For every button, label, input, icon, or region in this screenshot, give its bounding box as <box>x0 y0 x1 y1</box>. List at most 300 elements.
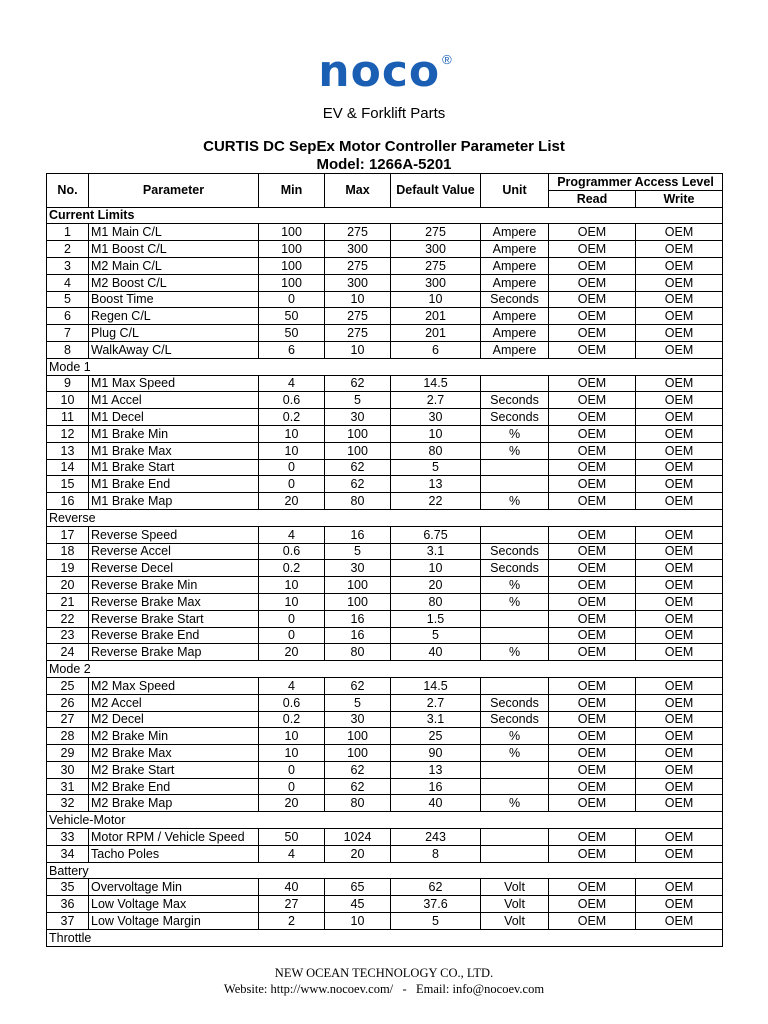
cell-unit <box>481 459 549 476</box>
cell-min: 0 <box>259 761 325 778</box>
cell-unit <box>481 829 549 846</box>
cell-max: 300 <box>325 274 391 291</box>
cell-parameter: M2 Accel <box>89 694 259 711</box>
cell-min: 40 <box>259 879 325 896</box>
cell-unit: % <box>481 442 549 459</box>
cell-max: 1024 <box>325 829 391 846</box>
cell-read: OEM <box>549 644 636 661</box>
cell-no: 30 <box>47 761 89 778</box>
cell-read: OEM <box>549 375 636 392</box>
cell-min: 2 <box>259 913 325 930</box>
table-row <box>47 745 723 762</box>
table-row <box>47 560 723 577</box>
cell-no: 14 <box>47 459 89 476</box>
cell-parameter: Low Voltage Margin <box>89 913 259 930</box>
cell-unit <box>481 761 549 778</box>
cell-parameter: Tacho Poles <box>89 845 259 862</box>
cell-write: OEM <box>636 325 723 342</box>
cell-unit: Seconds <box>481 291 549 308</box>
cell-no: 11 <box>47 409 89 426</box>
cell-unit: Seconds <box>481 560 549 577</box>
section-row <box>47 929 723 946</box>
cell-write: OEM <box>636 476 723 493</box>
cell-default: 13 <box>391 761 481 778</box>
cell-no: 27 <box>47 711 89 728</box>
cell-min: 0.2 <box>259 711 325 728</box>
cell-parameter: M1 Brake Min <box>89 425 259 442</box>
cell-no: 29 <box>47 745 89 762</box>
table-row <box>47 694 723 711</box>
cell-default: 3.1 <box>391 543 481 560</box>
cell-parameter: M1 Max Speed <box>89 375 259 392</box>
cell-parameter: WalkAway C/L <box>89 341 259 358</box>
cell-write: OEM <box>636 241 723 258</box>
table-row <box>47 627 723 644</box>
cell-unit: Seconds <box>481 409 549 426</box>
table-row <box>47 425 723 442</box>
cell-read: OEM <box>549 677 636 694</box>
cell-read: OEM <box>549 593 636 610</box>
cell-parameter: Plug C/L <box>89 325 259 342</box>
cell-max: 62 <box>325 761 391 778</box>
cell-min: 10 <box>259 442 325 459</box>
cell-parameter: M2 Boost C/L <box>89 274 259 291</box>
cell-default: 16 <box>391 778 481 795</box>
cell-default: 37.6 <box>391 896 481 913</box>
cell-min: 10 <box>259 728 325 745</box>
table-row <box>47 896 723 913</box>
cell-default: 275 <box>391 224 481 241</box>
cell-default: 14.5 <box>391 677 481 694</box>
cell-default: 20 <box>391 577 481 594</box>
cell-unit: % <box>481 745 549 762</box>
cell-default: 25 <box>391 728 481 745</box>
cell-write: OEM <box>636 341 723 358</box>
cell-parameter: Reverse Brake Map <box>89 644 259 661</box>
cell-min: 10 <box>259 577 325 594</box>
cell-max: 30 <box>325 560 391 577</box>
cell-unit: % <box>481 795 549 812</box>
cell-no: 8 <box>47 341 89 358</box>
cell-write: OEM <box>636 308 723 325</box>
cell-no: 34 <box>47 845 89 862</box>
cell-max: 80 <box>325 795 391 812</box>
cell-write: OEM <box>636 543 723 560</box>
cell-parameter: Reverse Accel <box>89 543 259 560</box>
cell-parameter: M1 Brake Max <box>89 442 259 459</box>
table-row <box>47 879 723 896</box>
table-row <box>47 375 723 392</box>
cell-default: 300 <box>391 241 481 258</box>
cell-unit: Volt <box>481 896 549 913</box>
header-parameter: Parameter <box>89 174 259 208</box>
cell-default: 3.1 <box>391 711 481 728</box>
cell-no: 16 <box>47 493 89 510</box>
cell-min: 50 <box>259 325 325 342</box>
table-row <box>47 829 723 846</box>
cell-read: OEM <box>549 745 636 762</box>
cell-min: 0 <box>259 610 325 627</box>
section-title: Vehicle-Motor <box>47 812 723 829</box>
table-row <box>47 308 723 325</box>
cell-min: 4 <box>259 526 325 543</box>
cell-min: 0 <box>259 778 325 795</box>
table-row <box>47 593 723 610</box>
table-row <box>47 325 723 342</box>
table-row <box>47 392 723 409</box>
cell-unit: Seconds <box>481 543 549 560</box>
cell-max: 45 <box>325 896 391 913</box>
cell-parameter: M1 Brake End <box>89 476 259 493</box>
cell-default: 40 <box>391 795 481 812</box>
cell-parameter: Reverse Brake Start <box>89 610 259 627</box>
cell-unit: Seconds <box>481 694 549 711</box>
cell-default: 201 <box>391 325 481 342</box>
cell-unit <box>481 627 549 644</box>
cell-max: 100 <box>325 745 391 762</box>
cell-read: OEM <box>549 610 636 627</box>
cell-unit <box>481 677 549 694</box>
table-header <box>47 174 723 208</box>
cell-parameter: M1 Boost C/L <box>89 241 259 258</box>
cell-read: OEM <box>549 560 636 577</box>
cell-parameter: M2 Decel <box>89 711 259 728</box>
cell-write: OEM <box>636 711 723 728</box>
header-min: Min <box>259 174 325 208</box>
cell-read: OEM <box>549 425 636 442</box>
cell-max: 5 <box>325 543 391 560</box>
cell-min: 50 <box>259 829 325 846</box>
cell-write: OEM <box>636 778 723 795</box>
cell-no: 4 <box>47 274 89 291</box>
cell-min: 4 <box>259 677 325 694</box>
cell-write: OEM <box>636 745 723 762</box>
cell-no: 36 <box>47 896 89 913</box>
header-default-value: Default Value <box>391 174 481 208</box>
cell-max: 80 <box>325 644 391 661</box>
cell-write: OEM <box>636 627 723 644</box>
cell-read: OEM <box>549 325 636 342</box>
cell-default: 201 <box>391 308 481 325</box>
cell-read: OEM <box>549 241 636 258</box>
cell-write: OEM <box>636 493 723 510</box>
cell-default: 62 <box>391 879 481 896</box>
cell-max: 275 <box>325 257 391 274</box>
cell-default: 80 <box>391 593 481 610</box>
cell-default: 5 <box>391 913 481 930</box>
cell-max: 62 <box>325 459 391 476</box>
table-row <box>47 711 723 728</box>
table-row <box>47 409 723 426</box>
table-row <box>47 241 723 258</box>
header-read: Read <box>549 190 636 207</box>
cell-read: OEM <box>549 493 636 510</box>
cell-read: OEM <box>549 627 636 644</box>
cell-read: OEM <box>549 829 636 846</box>
cell-min: 50 <box>259 308 325 325</box>
cell-read: OEM <box>549 257 636 274</box>
cell-parameter: Reverse Brake End <box>89 627 259 644</box>
cell-default: 10 <box>391 291 481 308</box>
cell-unit: Ampere <box>481 308 549 325</box>
cell-write: OEM <box>636 728 723 745</box>
cell-max: 10 <box>325 913 391 930</box>
cell-max: 16 <box>325 526 391 543</box>
cell-unit: % <box>481 593 549 610</box>
cell-unit <box>481 526 549 543</box>
cell-max: 62 <box>325 677 391 694</box>
title-line-2: Model: 1266A-5201 <box>316 156 452 173</box>
cell-parameter: Overvoltage Min <box>89 879 259 896</box>
cell-max: 5 <box>325 694 391 711</box>
cell-unit: % <box>481 644 549 661</box>
cell-unit: % <box>481 577 549 594</box>
cell-unit: % <box>481 493 549 510</box>
cell-parameter: Reverse Speed <box>89 526 259 543</box>
table-row <box>47 543 723 560</box>
cell-unit <box>481 610 549 627</box>
cell-min: 4 <box>259 375 325 392</box>
cell-write: OEM <box>636 845 723 862</box>
title-line-1: CURTIS DC SepEx Motor Controller Parameter List <box>203 138 565 155</box>
cell-unit: Volt <box>481 879 549 896</box>
cell-no: 21 <box>47 593 89 610</box>
cell-default: 2.7 <box>391 694 481 711</box>
cell-unit: Ampere <box>481 325 549 342</box>
cell-read: OEM <box>549 913 636 930</box>
cell-no: 33 <box>47 829 89 846</box>
cell-write: OEM <box>636 677 723 694</box>
cell-write: OEM <box>636 409 723 426</box>
cell-write: OEM <box>636 896 723 913</box>
cell-default: 30 <box>391 409 481 426</box>
cell-default: 40 <box>391 644 481 661</box>
cell-write: OEM <box>636 291 723 308</box>
cell-write: OEM <box>636 560 723 577</box>
table-row <box>47 341 723 358</box>
page-footer <box>0 965 768 997</box>
cell-max: 30 <box>325 711 391 728</box>
cell-max: 16 <box>325 627 391 644</box>
cell-no: 2 <box>47 241 89 258</box>
cell-default: 5 <box>391 627 481 644</box>
table-row <box>47 459 723 476</box>
cell-default: 14.5 <box>391 375 481 392</box>
section-title: Throttle <box>47 929 723 946</box>
table-row <box>47 442 723 459</box>
cell-no: 13 <box>47 442 89 459</box>
cell-write: OEM <box>636 879 723 896</box>
cell-min: 0.6 <box>259 543 325 560</box>
cell-max: 5 <box>325 392 391 409</box>
cell-min: 4 <box>259 845 325 862</box>
header-unit: Unit <box>481 174 549 208</box>
footer-contact: Website: http://www.nocoev.com/ - Email: info@nocoev.com <box>223 982 545 996</box>
cell-parameter: M2 Brake Max <box>89 745 259 762</box>
cell-min: 100 <box>259 274 325 291</box>
cell-read: OEM <box>549 526 636 543</box>
cell-default: 80 <box>391 442 481 459</box>
cell-no: 18 <box>47 543 89 560</box>
cell-read: OEM <box>549 711 636 728</box>
cell-no: 24 <box>47 644 89 661</box>
header-no: No. <box>47 174 89 208</box>
cell-max: 100 <box>325 425 391 442</box>
document-title <box>0 138 768 174</box>
cell-default: 10 <box>391 425 481 442</box>
cell-no: 19 <box>47 560 89 577</box>
cell-read: OEM <box>549 577 636 594</box>
cell-parameter: Reverse Brake Max <box>89 593 259 610</box>
cell-no: 26 <box>47 694 89 711</box>
cell-write: OEM <box>636 761 723 778</box>
cell-unit: Ampere <box>481 224 549 241</box>
cell-parameter: M2 Max Speed <box>89 677 259 694</box>
cell-min: 20 <box>259 644 325 661</box>
cell-max: 10 <box>325 291 391 308</box>
section-title: Reverse <box>47 509 723 526</box>
cell-write: OEM <box>636 459 723 476</box>
cell-read: OEM <box>549 778 636 795</box>
cell-parameter: M2 Brake Map <box>89 795 259 812</box>
cell-min: 0 <box>259 459 325 476</box>
section-row <box>47 812 723 829</box>
cell-read: OEM <box>549 795 636 812</box>
cell-write: OEM <box>636 425 723 442</box>
cell-no: 31 <box>47 778 89 795</box>
cell-parameter: M1 Brake Start <box>89 459 259 476</box>
cell-no: 9 <box>47 375 89 392</box>
cell-no: 20 <box>47 577 89 594</box>
cell-min: 20 <box>259 493 325 510</box>
table-row <box>47 493 723 510</box>
cell-parameter: M2 Brake End <box>89 778 259 795</box>
cell-read: OEM <box>549 442 636 459</box>
cell-read: OEM <box>549 543 636 560</box>
cell-unit <box>481 375 549 392</box>
cell-unit: % <box>481 728 549 745</box>
cell-read: OEM <box>549 291 636 308</box>
cell-unit: Seconds <box>481 392 549 409</box>
cell-default: 6.75 <box>391 526 481 543</box>
cell-read: OEM <box>549 728 636 745</box>
cell-max: 100 <box>325 577 391 594</box>
cell-min: 0 <box>259 291 325 308</box>
cell-default: 90 <box>391 745 481 762</box>
cell-min: 0.2 <box>259 409 325 426</box>
cell-write: OEM <box>636 442 723 459</box>
cell-min: 10 <box>259 425 325 442</box>
cell-no: 22 <box>47 610 89 627</box>
cell-default: 275 <box>391 257 481 274</box>
cell-parameter: Regen C/L <box>89 308 259 325</box>
cell-default: 22 <box>391 493 481 510</box>
cell-no: 23 <box>47 627 89 644</box>
cell-no: 32 <box>47 795 89 812</box>
cell-write: OEM <box>636 694 723 711</box>
cell-write: OEM <box>636 224 723 241</box>
cell-read: OEM <box>549 879 636 896</box>
table-row <box>47 677 723 694</box>
cell-max: 20 <box>325 845 391 862</box>
header-write: Write <box>636 190 723 207</box>
cell-max: 80 <box>325 493 391 510</box>
brand-logo <box>0 48 768 96</box>
cell-unit <box>481 845 549 862</box>
cell-unit: Volt <box>481 913 549 930</box>
cell-no: 25 <box>47 677 89 694</box>
section-title: Mode 2 <box>47 661 723 678</box>
cell-write: OEM <box>636 375 723 392</box>
table-row <box>47 610 723 627</box>
cell-max: 300 <box>325 241 391 258</box>
tagline: EV & Forklift Parts <box>322 105 446 122</box>
cell-write: OEM <box>636 829 723 846</box>
section-row <box>47 358 723 375</box>
cell-read: OEM <box>549 845 636 862</box>
section-row <box>47 509 723 526</box>
parameter-table <box>46 173 723 947</box>
cell-read: OEM <box>549 224 636 241</box>
table-row <box>47 224 723 241</box>
cell-min: 0.6 <box>259 694 325 711</box>
table-row <box>47 526 723 543</box>
cell-read: OEM <box>549 896 636 913</box>
cell-write: OEM <box>636 610 723 627</box>
cell-default: 300 <box>391 274 481 291</box>
cell-no: 10 <box>47 392 89 409</box>
cell-min: 0 <box>259 476 325 493</box>
section-row <box>47 862 723 879</box>
cell-max: 275 <box>325 308 391 325</box>
cell-min: 20 <box>259 795 325 812</box>
cell-no: 17 <box>47 526 89 543</box>
cell-parameter: M2 Brake Start <box>89 761 259 778</box>
cell-min: 27 <box>259 896 325 913</box>
registered-mark: ® <box>442 52 452 67</box>
cell-read: OEM <box>549 694 636 711</box>
cell-parameter: M1 Brake Map <box>89 493 259 510</box>
cell-read: OEM <box>549 409 636 426</box>
table-row <box>47 913 723 930</box>
cell-no: 15 <box>47 476 89 493</box>
cell-write: OEM <box>636 913 723 930</box>
cell-min: 10 <box>259 745 325 762</box>
cell-no: 35 <box>47 879 89 896</box>
cell-max: 16 <box>325 610 391 627</box>
cell-max: 62 <box>325 778 391 795</box>
cell-parameter: M1 Main C/L <box>89 224 259 241</box>
table-row <box>47 728 723 745</box>
cell-write: OEM <box>636 526 723 543</box>
cell-no: 28 <box>47 728 89 745</box>
table-row <box>47 644 723 661</box>
logo-wordmark: noco <box>318 46 441 97</box>
cell-read: OEM <box>549 459 636 476</box>
cell-parameter: Boost Time <box>89 291 259 308</box>
cell-read: OEM <box>549 476 636 493</box>
cell-unit <box>481 778 549 795</box>
cell-default: 2.7 <box>391 392 481 409</box>
cell-max: 62 <box>325 375 391 392</box>
cell-min: 0.2 <box>259 560 325 577</box>
cell-min: 100 <box>259 241 325 258</box>
cell-read: OEM <box>549 308 636 325</box>
cell-min: 0.6 <box>259 392 325 409</box>
table-row <box>47 476 723 493</box>
header-access-level: Programmer Access Level <box>549 174 723 191</box>
cell-min: 100 <box>259 224 325 241</box>
